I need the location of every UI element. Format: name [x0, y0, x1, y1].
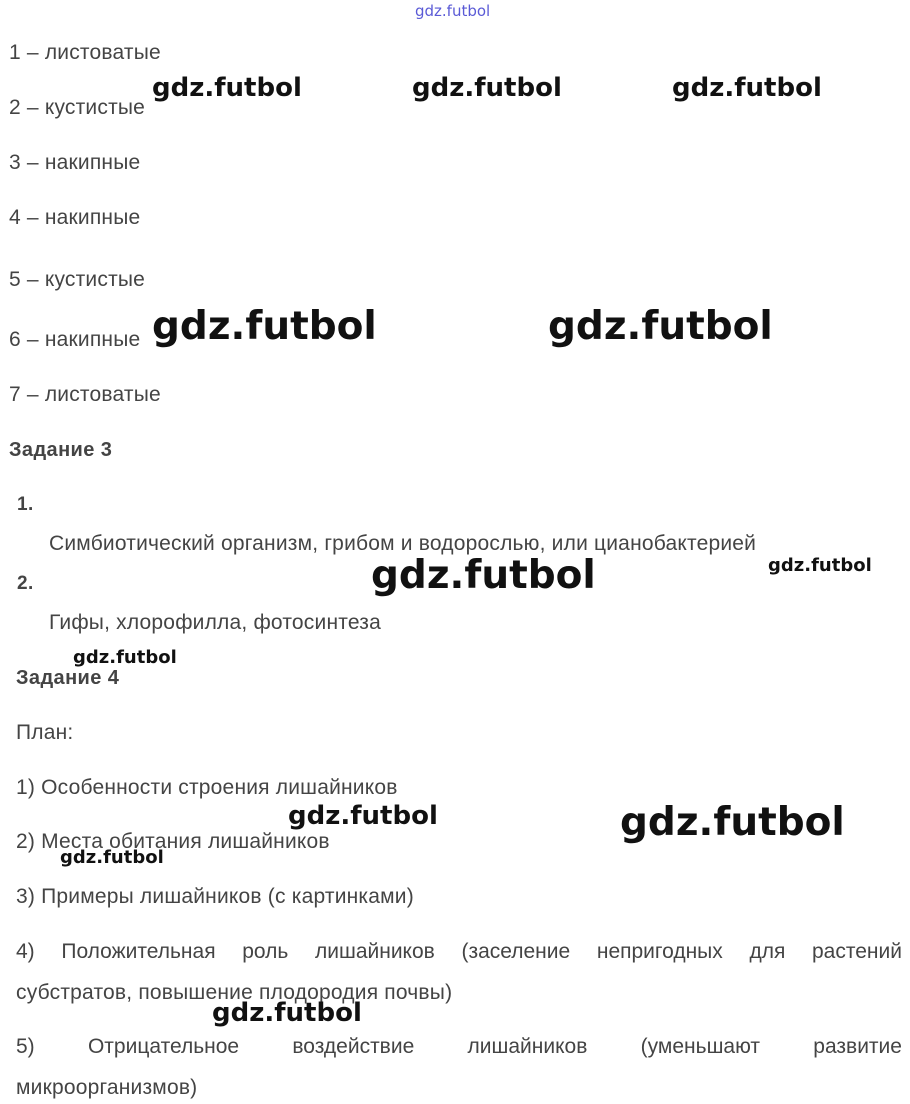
plan-item-5-word: лишайников — [467, 1035, 588, 1058]
header-watermark: gdz.futbol — [415, 2, 491, 20]
task3-heading: Задание 3 — [9, 439, 113, 461]
watermark: gdz.futbol — [152, 73, 302, 103]
plan-item-2: 2) Места обитания лишайников — [16, 830, 330, 853]
answer-item-2: 2 – кустистые — [9, 96, 146, 119]
watermark: gdz.futbol — [73, 647, 177, 668]
watermark: gdz.futbol — [620, 800, 845, 845]
watermark: gdz.futbol — [212, 998, 362, 1028]
plan-item-4-word: роль — [242, 940, 289, 963]
watermark: gdz.futbol — [60, 847, 164, 868]
plan-item-3: 3) Примеры лишайников (с картинками) — [16, 885, 414, 908]
answer-item-1: 1 – листоватые — [9, 41, 161, 64]
plan-item-4-word: растений — [811, 940, 902, 963]
plan-item-4-word: лишайников — [314, 940, 435, 963]
watermark: gdz.futbol — [548, 304, 773, 349]
task4-heading: Задание 4 — [16, 667, 120, 689]
watermark: gdz.futbol — [371, 553, 596, 598]
answer-item-6: 6 – накипные — [9, 328, 141, 351]
watermark: gdz.futbol — [152, 304, 377, 349]
plan-item-4-word: (заселение — [461, 940, 571, 963]
plan-item-5-line1 — [16, 1034, 902, 1060]
plan-item-4-line2: субстратов, повышение плодородия почвы) — [16, 981, 453, 1004]
plan-item-4-word: Положительная — [61, 940, 216, 963]
watermark: gdz.futbol — [288, 801, 438, 831]
answer-item-7: 7 – листоватые — [9, 383, 161, 406]
plan-item-4-word: для — [749, 940, 786, 963]
plan-item-4-word: непригодных — [596, 940, 723, 963]
task3-item1-text: Симбиотический организм, грибом и водорослью, или цианобактерией — [49, 532, 757, 555]
plan-item-4-line1 — [16, 939, 902, 965]
answer-item-4: 4 – накипные — [9, 206, 141, 229]
plan-item-5-word: развитие — [813, 1035, 902, 1058]
answer-item-3: 3 – накипные — [9, 151, 141, 174]
plan-item-4-word: 4) — [16, 940, 35, 963]
watermark: gdz.futbol — [412, 73, 562, 103]
plan-item-5-word: (уменьшают — [640, 1035, 761, 1058]
plan-item-5-word: Отрицательное — [87, 1035, 240, 1058]
plan-item-5-word: воздействие — [292, 1035, 415, 1058]
plan-label: План: — [16, 721, 74, 744]
plan-item-5-line2: микроорганизмов) — [16, 1076, 198, 1099]
plan-item-1: 1) Особенности строения лишайников — [16, 776, 398, 799]
task3-item1-number: 1. — [17, 494, 34, 515]
task3-item2-number: 2. — [17, 573, 34, 594]
watermark: gdz.futbol — [672, 73, 822, 103]
answer-item-5: 5 – кустистые — [9, 268, 146, 291]
task3-item2-text: Гифы, хлорофилла, фотосинтеза — [49, 611, 381, 634]
watermark: gdz.futbol — [768, 555, 872, 576]
plan-item-5-word: 5) — [16, 1035, 35, 1058]
